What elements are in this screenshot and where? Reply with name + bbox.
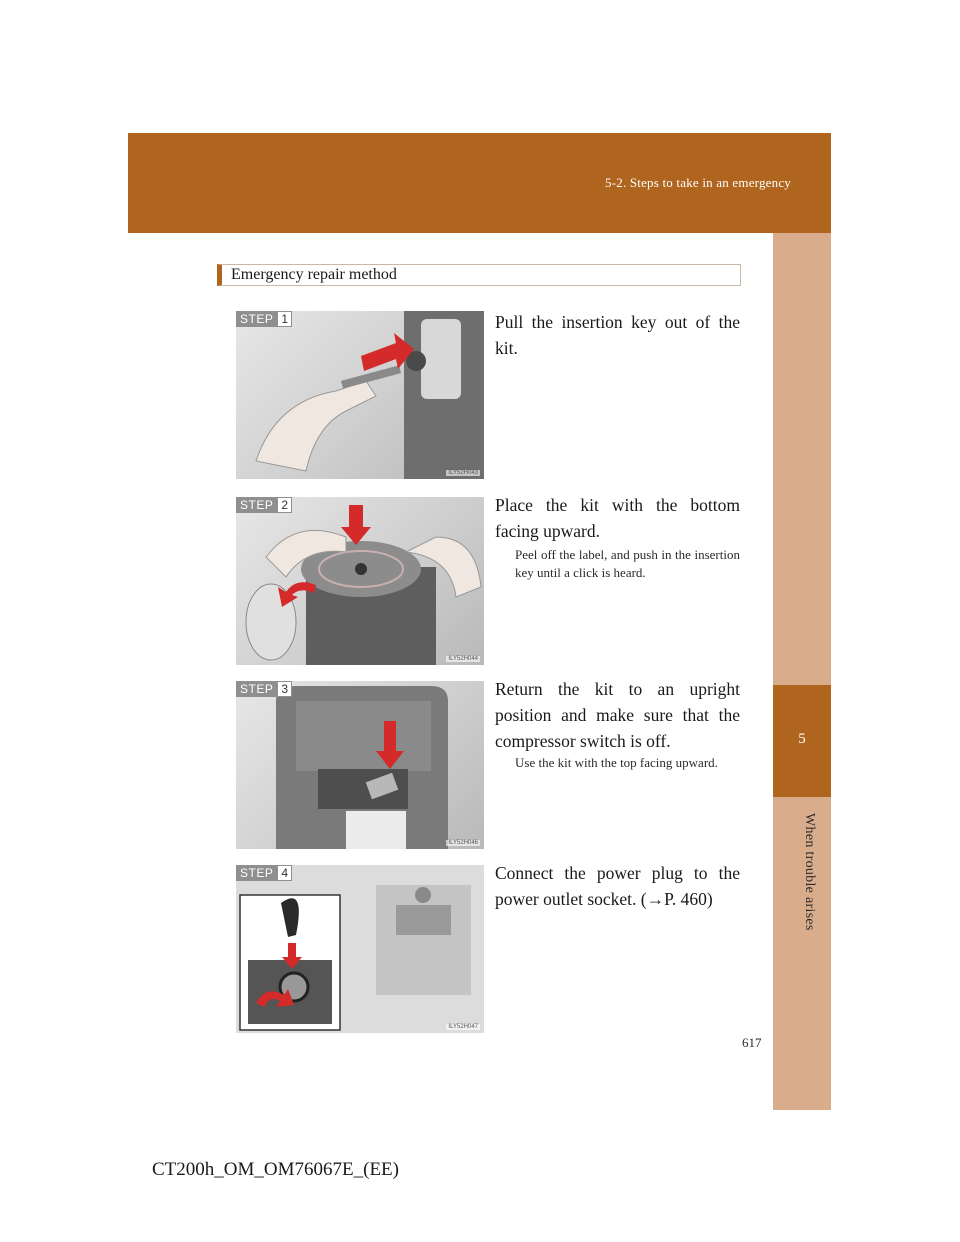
step-2-note: Peel off the label, and push in the insertion key until a click is heard. <box>515 547 740 580</box>
page-number: 617 <box>742 1035 762 1050</box>
step-1-illustration <box>236 311 484 479</box>
page-header-band <box>128 133 831 233</box>
chapter-number-block <box>773 685 831 797</box>
step-3-drawing <box>236 681 484 849</box>
step-badge <box>236 497 292 513</box>
step-3-illustration <box>236 681 484 849</box>
image-code: ILY52H044 <box>448 656 478 662</box>
chapter-number: 5 <box>798 731 806 747</box>
step-badge <box>236 865 292 881</box>
step-badge-word: STEP <box>236 681 277 697</box>
section-heading: Emergency repair method <box>217 264 741 286</box>
step-4-text: Connect the power plug to the power outlet socket. (→P. 460) <box>495 863 740 909</box>
footer-document-code: CT200h_OM_OM76067E_(EE) <box>152 1159 399 1180</box>
step-2-drawing <box>236 497 484 665</box>
step-4-illustration <box>236 865 484 1033</box>
step-3-note: Use the kit with the top facing upward. <box>515 755 718 770</box>
chapter-side-tab[interactable] <box>773 233 831 1110</box>
chapter-title: When trouble arises <box>802 813 817 931</box>
step-badge-number: 4 <box>277 865 292 881</box>
image-code: ILY52H046 <box>448 840 478 846</box>
step-badge-word: STEP <box>236 865 277 881</box>
step-1-drawing <box>236 311 484 479</box>
step-1-text: Pull the insertion key out of the kit. <box>495 312 740 358</box>
step-4-drawing <box>236 865 484 1033</box>
step-badge <box>236 311 292 327</box>
step-badge-word: STEP <box>236 497 277 513</box>
step-badge-number: 3 <box>277 681 292 697</box>
image-code: ILY52H043 <box>448 470 478 476</box>
step-badge-number: 2 <box>277 497 292 513</box>
step-badge-number: 1 <box>277 311 292 327</box>
step-3-text: Return the kit to an upright position and make sure that the compressor switch is off. <box>495 679 740 751</box>
step-2-text: Place the kit with the bottom facing upward. <box>495 495 740 541</box>
step-badge-word: STEP <box>236 311 277 327</box>
image-code: ILY52H047 <box>448 1024 478 1030</box>
step-2-illustration <box>236 497 484 665</box>
section-title: 5-2. Steps to take in an emergency <box>605 175 791 190</box>
step-badge <box>236 681 292 697</box>
